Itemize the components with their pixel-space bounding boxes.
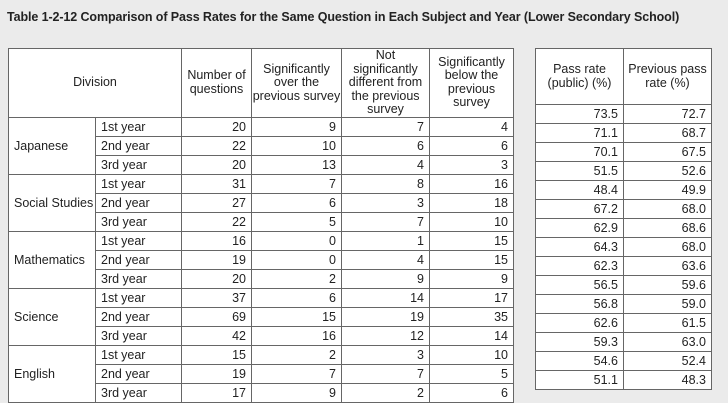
table-row	[536, 181, 712, 200]
sig-over-cell: 15	[252, 307, 342, 326]
prev-rate-cell: 52.6	[624, 162, 712, 181]
not-sig-cell: 12	[342, 326, 430, 345]
table-row	[536, 371, 712, 390]
prev-rate-cell: 63.6	[624, 257, 712, 276]
sig-below-header: Significantly below the previous survey	[430, 49, 514, 118]
prev-rate-cell: 49.9	[624, 181, 712, 200]
pass-rate-cell: 62.9	[536, 219, 624, 238]
sig-over-cell: 5	[252, 212, 342, 231]
subject-cell: Social Studies	[9, 174, 96, 231]
year-cell: 3rd year	[96, 383, 182, 402]
sig-over-cell: 10	[252, 136, 342, 155]
not-sig-cell: 1	[342, 231, 430, 250]
prev-rate-cell: 68.7	[624, 124, 712, 143]
sig-below-cell: 18	[430, 193, 514, 212]
year-cell: 2nd year	[96, 250, 182, 269]
questions-cell: 15	[182, 345, 252, 364]
year-cell: 2nd year	[96, 193, 182, 212]
prev-rate-cell: 72.7	[624, 105, 712, 124]
prev-rate-cell: 59.0	[624, 295, 712, 314]
table-title: Table 1-2-12 Comparison of Pass Rates for the Same Question in Each Subject and Year (Lower Secondary School)	[7, 10, 680, 24]
sig-below-cell: 4	[430, 117, 514, 136]
sig-below-cell: 15	[430, 250, 514, 269]
sig-below-cell: 14	[430, 326, 514, 345]
table-row	[536, 314, 712, 333]
questions-cell: 42	[182, 326, 252, 345]
sig-below-cell: 35	[430, 307, 514, 326]
comparison-table	[8, 48, 514, 403]
sig-below-cell: 5	[430, 364, 514, 383]
prev-rate-cell: 67.5	[624, 143, 712, 162]
prev-rate-header: Previous pass rate (%)	[624, 49, 712, 105]
pass-rate-cell: 62.3	[536, 257, 624, 276]
pass-rate-cell: 62.6	[536, 314, 624, 333]
table-row	[536, 257, 712, 276]
subject-cell: Japanese	[9, 117, 96, 174]
not-sig-cell: 3	[342, 193, 430, 212]
table-row	[536, 105, 712, 124]
pass-rate-cell: 51.1	[536, 371, 624, 390]
sig-below-cell: 3	[430, 155, 514, 174]
sig-over-header: Significantly over the previous survey	[252, 49, 342, 118]
table-row	[536, 219, 712, 238]
not-sig-cell: 4	[342, 155, 430, 174]
table-row	[536, 333, 712, 352]
questions-cell: 22	[182, 212, 252, 231]
questions-cell: 22	[182, 136, 252, 155]
table-row	[536, 143, 712, 162]
not-sig-cell: 7	[342, 364, 430, 383]
table-row	[9, 117, 514, 136]
sig-below-cell: 10	[430, 345, 514, 364]
year-cell: 2nd year	[96, 364, 182, 383]
comparison-table-body	[9, 117, 514, 402]
table-row	[9, 345, 514, 364]
questions-cell: 16	[182, 231, 252, 250]
not-sig-cell: 2	[342, 383, 430, 402]
sig-below-cell: 17	[430, 288, 514, 307]
year-cell: 3rd year	[96, 326, 182, 345]
year-cell: 2nd year	[96, 307, 182, 326]
not-sig-cell: 19	[342, 307, 430, 326]
pass-rate-table	[535, 48, 712, 390]
sig-below-cell: 10	[430, 212, 514, 231]
pass-rate-cell: 56.5	[536, 276, 624, 295]
questions-cell: 37	[182, 288, 252, 307]
pass-rate-cell: 59.3	[536, 333, 624, 352]
sig-over-cell: 9	[252, 117, 342, 136]
table-row	[536, 124, 712, 143]
pass-rate-cell: 70.1	[536, 143, 624, 162]
year-cell: 3rd year	[96, 269, 182, 288]
sig-over-cell: 13	[252, 155, 342, 174]
table-row	[9, 231, 514, 250]
subject-cell: Science	[9, 288, 96, 345]
sig-over-cell: 0	[252, 250, 342, 269]
table-row	[9, 174, 514, 193]
questions-cell: 31	[182, 174, 252, 193]
num-questions-header: Number of questions	[182, 49, 252, 118]
prev-rate-cell: 68.6	[624, 219, 712, 238]
year-cell: 3rd year	[96, 155, 182, 174]
questions-cell: 69	[182, 307, 252, 326]
pass-rate-cell: 67.2	[536, 200, 624, 219]
questions-cell: 20	[182, 155, 252, 174]
table-row	[536, 238, 712, 257]
not-sig-cell: 6	[342, 136, 430, 155]
questions-cell: 20	[182, 269, 252, 288]
questions-cell: 27	[182, 193, 252, 212]
sig-below-cell: 9	[430, 269, 514, 288]
prev-rate-cell: 48.3	[624, 371, 712, 390]
prev-rate-cell: 52.4	[624, 352, 712, 371]
questions-cell: 17	[182, 383, 252, 402]
division-header: Division	[9, 49, 182, 118]
pass-rate-header: Pass rate (public) (%)	[536, 49, 624, 105]
not-sig-header: Not significantly different from the previous survey	[342, 49, 430, 118]
not-sig-cell: 8	[342, 174, 430, 193]
subject-cell: English	[9, 345, 96, 402]
table-row	[536, 276, 712, 295]
table-row	[9, 288, 514, 307]
sig-over-cell: 2	[252, 269, 342, 288]
table-row	[536, 295, 712, 314]
pass-rate-cell: 54.6	[536, 352, 624, 371]
pass-rate-table-body	[536, 105, 712, 390]
pass-rate-cell: 48.4	[536, 181, 624, 200]
prev-rate-cell: 68.0	[624, 200, 712, 219]
year-cell: 1st year	[96, 117, 182, 136]
pass-rate-cell: 64.3	[536, 238, 624, 257]
sig-over-cell: 2	[252, 345, 342, 364]
not-sig-cell: 9	[342, 269, 430, 288]
sig-over-cell: 7	[252, 364, 342, 383]
year-cell: 1st year	[96, 345, 182, 364]
sig-over-cell: 0	[252, 231, 342, 250]
questions-cell: 19	[182, 250, 252, 269]
pass-rate-cell: 73.5	[536, 105, 624, 124]
not-sig-cell: 4	[342, 250, 430, 269]
table-row	[536, 352, 712, 371]
questions-cell: 19	[182, 364, 252, 383]
not-sig-cell: 14	[342, 288, 430, 307]
not-sig-cell: 3	[342, 345, 430, 364]
sig-over-cell: 9	[252, 383, 342, 402]
sig-over-cell: 16	[252, 326, 342, 345]
sig-over-cell: 6	[252, 288, 342, 307]
pass-rate-cell: 51.5	[536, 162, 624, 181]
not-sig-cell: 7	[342, 117, 430, 136]
pass-rate-cell: 71.1	[536, 124, 624, 143]
prev-rate-cell: 63.0	[624, 333, 712, 352]
sig-over-cell: 7	[252, 174, 342, 193]
not-sig-cell: 7	[342, 212, 430, 231]
questions-cell: 20	[182, 117, 252, 136]
year-cell: 3rd year	[96, 212, 182, 231]
prev-rate-cell: 59.6	[624, 276, 712, 295]
sig-over-cell: 6	[252, 193, 342, 212]
sig-below-cell: 16	[430, 174, 514, 193]
table-row	[536, 162, 712, 181]
prev-rate-cell: 61.5	[624, 314, 712, 333]
sig-below-cell: 6	[430, 136, 514, 155]
year-cell: 1st year	[96, 231, 182, 250]
sig-below-cell: 15	[430, 231, 514, 250]
year-cell: 1st year	[96, 288, 182, 307]
prev-rate-cell: 68.0	[624, 238, 712, 257]
table-row	[536, 200, 712, 219]
subject-cell: Mathematics	[9, 231, 96, 288]
year-cell: 1st year	[96, 174, 182, 193]
year-cell: 2nd year	[96, 136, 182, 155]
pass-rate-cell: 56.8	[536, 295, 624, 314]
sig-below-cell: 6	[430, 383, 514, 402]
